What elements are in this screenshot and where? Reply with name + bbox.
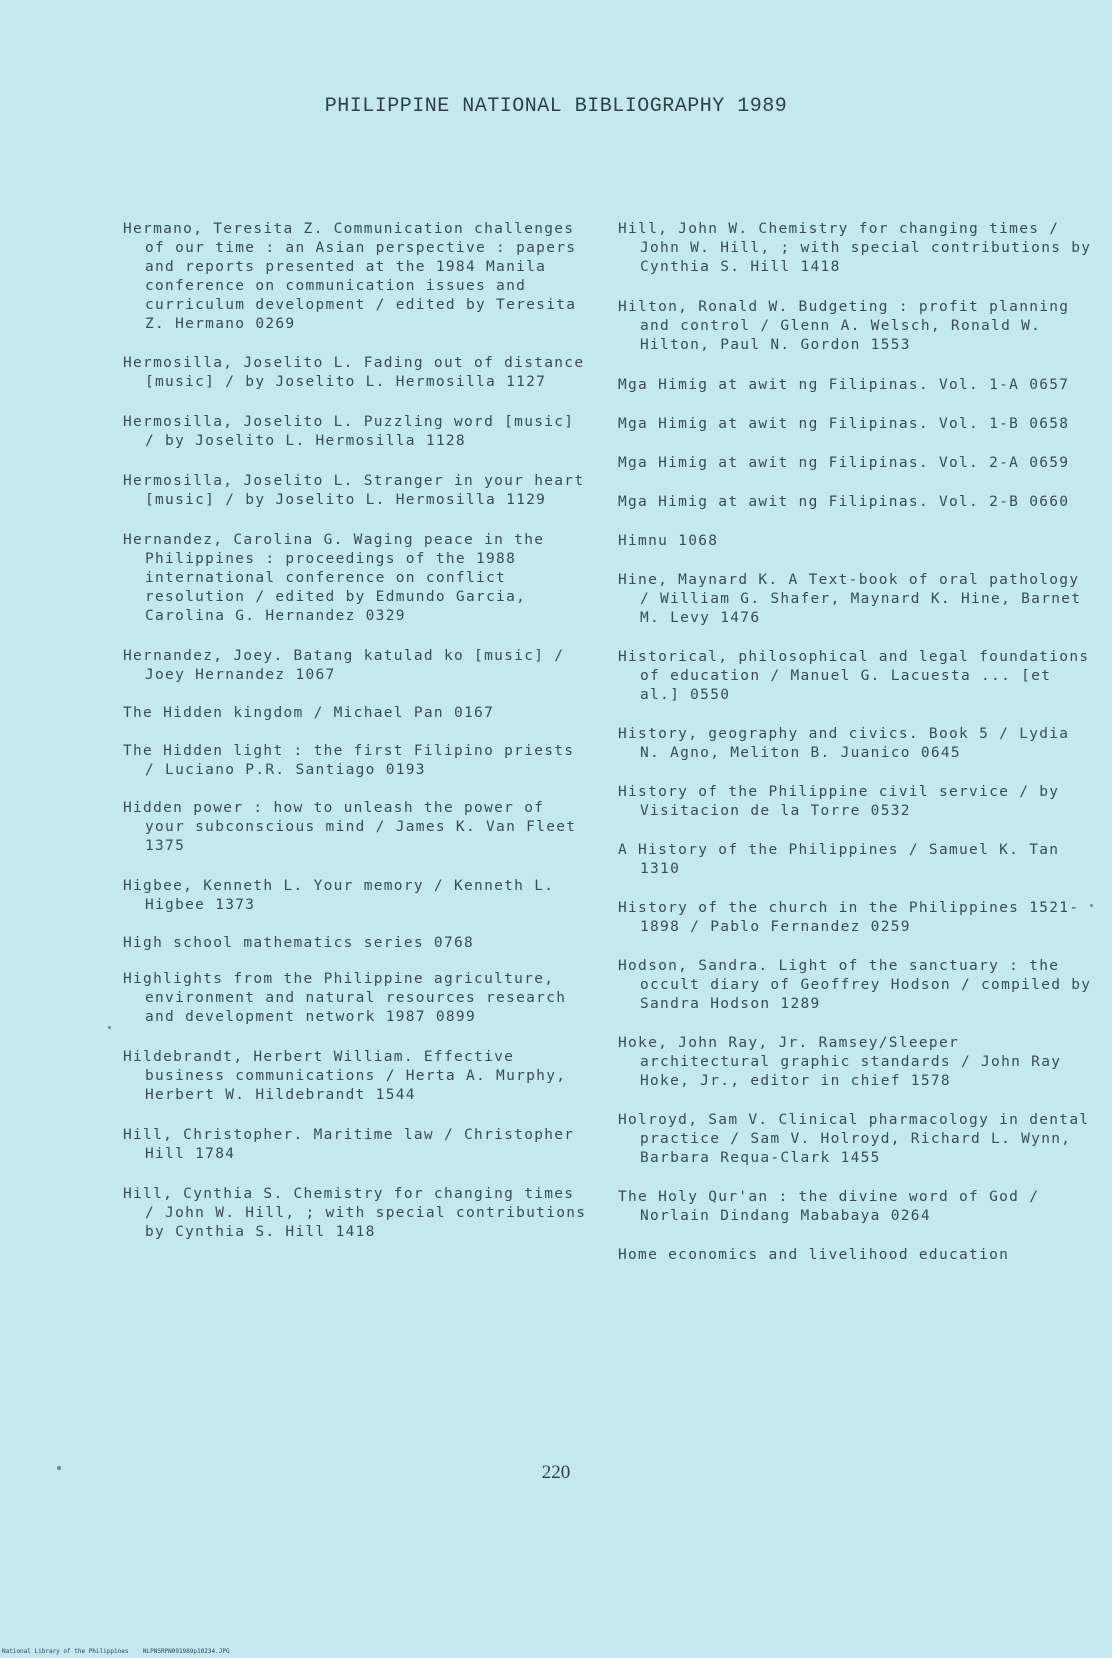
entry: The Holy Qur'an : the divine word of God / Norlain Dindang Mababaya 0264	[618, 1189, 1050, 1224]
entry: High school mathematics series 0768	[123, 935, 475, 951]
entry: Holroyd, Sam V. Clinical pharmacology in dental practice / Sam V. Holroyd, Richard L. Wynn, Barbara Requa-Clark 1455	[618, 1112, 1100, 1166]
entry: Hermosilla, Joselito L. Fading out of distance [music] / by Joselito L. Hermosilla 1127	[123, 355, 595, 390]
entry: Home economics and livelihood education	[618, 1247, 1010, 1263]
entry: Hidden power : how to unleash the power of your subconscious mind / James K. Van Fleet 1375	[123, 800, 587, 854]
source-note: National Library of the Philippines NLPNSRPN091989p10234.JPG	[2, 1648, 230, 1655]
speck-mark	[1090, 904, 1093, 907]
right-column	[618, 220, 1102, 1265]
entry: Hermosilla, Joselito L. Puzzling word [music] / by Joselito L. Hermosilla 1128	[123, 414, 585, 449]
entry: A History of the Philippines / Samuel K. Tan 1310	[618, 842, 1070, 877]
entry: Historical, philosophical and legal foundations of education / Manuel G. Lacuesta ... [et al.] 0550	[618, 649, 1100, 703]
entry: Highlights from the Philippine agriculture, environment and natural resources research and development network 1987 0899	[123, 971, 577, 1025]
entry: Hill, John W. Chemistry for changing times / John W. Hill, ; with special contributions by Cynthia S. Hill 1418	[618, 221, 1102, 275]
speck-mark	[57, 1466, 61, 1470]
entry: History of the Philippine civil service / by Visitacion de la Torre 0532	[618, 784, 1070, 819]
entry: History of the church in the Philippines 1521-1898 / Pablo Fernandez 0259	[618, 900, 1080, 935]
entry: Mga Himig at awit ng Filipinas. Vol. 1-B 0658	[618, 416, 1070, 432]
entry: Mga Himig at awit ng Filipinas. Vol. 1-A 0657	[618, 377, 1070, 393]
page-title: PHILIPPINE NATIONAL BIBLIOGRAPHY 1989	[324, 95, 788, 118]
entry: Mga Himig at awit ng Filipinas. Vol. 2-A 0659	[618, 455, 1070, 471]
entry: Hill, Christopher. Maritime law / Christopher Hill 1784	[123, 1127, 585, 1162]
entry: Hermano, Teresita Z. Communication challenges of our time : an Asian perspective : papers and reports presented at the 1984 Manila conference on communication issues and curriculum development / edited by Teresita Z. Hermano 0269	[123, 221, 587, 332]
entry: The Hidden light : the first Filipino priests / Luciano P.R. Santiago 0193	[123, 743, 585, 778]
entry: Himnu 1068	[618, 533, 719, 549]
entry: Hernandez, Joey. Batang katulad ko [music] / Joey Hernandez 1067	[123, 648, 575, 683]
entry: Hodson, Sandra. Light of the sanctuary : the occult diary of Geoffrey Hodson / compiled by Sandra Hodson 1289	[618, 958, 1102, 1012]
entry: Hine, Maynard K. A Text-book of oral pathology / William G. Shafer, Maynard K. Hine, Barnet M. Levy 1476	[618, 572, 1092, 626]
entry: Hildebrandt, Herbert William. Effective business communications / Herta A. Murphy, Herbert W. Hildebrandt 1544	[123, 1049, 577, 1103]
entry: Mga Himig at awit ng Filipinas. Vol. 2-B 0660	[618, 494, 1070, 510]
speck-mark	[108, 1026, 111, 1029]
left-column	[123, 220, 597, 1242]
entry: Hilton, Ronald W. Budgeting : profit planning and control / Glenn A. Welsch, Ronald W. Hilton, Paul N. Gordon 1553	[618, 299, 1080, 353]
entry: Higbee, Kenneth L. Your memory / Kenneth L. Higbee 1373	[123, 878, 565, 913]
entry: Hernandez, Carolina G. Waging peace in the Philippines : proceedings of the 1988 international conference on conflict resolution / edited by Edmundo Garcia, Carolina G. Hernandez 0329	[123, 532, 555, 624]
entry: The Hidden kingdom / Michael Pan 0167	[123, 705, 495, 721]
entry: History, geography and civics. Book 5 / Lydia N. Agno, Meliton B. Juanico 0645	[618, 726, 1080, 761]
entry: Hoke, John Ray, Jr. Ramsey/Sleeper architectural graphic standards / John Ray Hoke, Jr., editor in chief 1578	[618, 1035, 1072, 1089]
page-number: 220	[541, 1462, 571, 1483]
entry: Hermosilla, Joselito L. Stranger in your heart [music] / by Joselito L. Hermosilla 1129	[123, 473, 595, 508]
entry: Hill, Cynthia S. Chemistry for changing times / John W. Hill, ; with special contributions by Cynthia S. Hill 1418	[123, 1186, 597, 1240]
